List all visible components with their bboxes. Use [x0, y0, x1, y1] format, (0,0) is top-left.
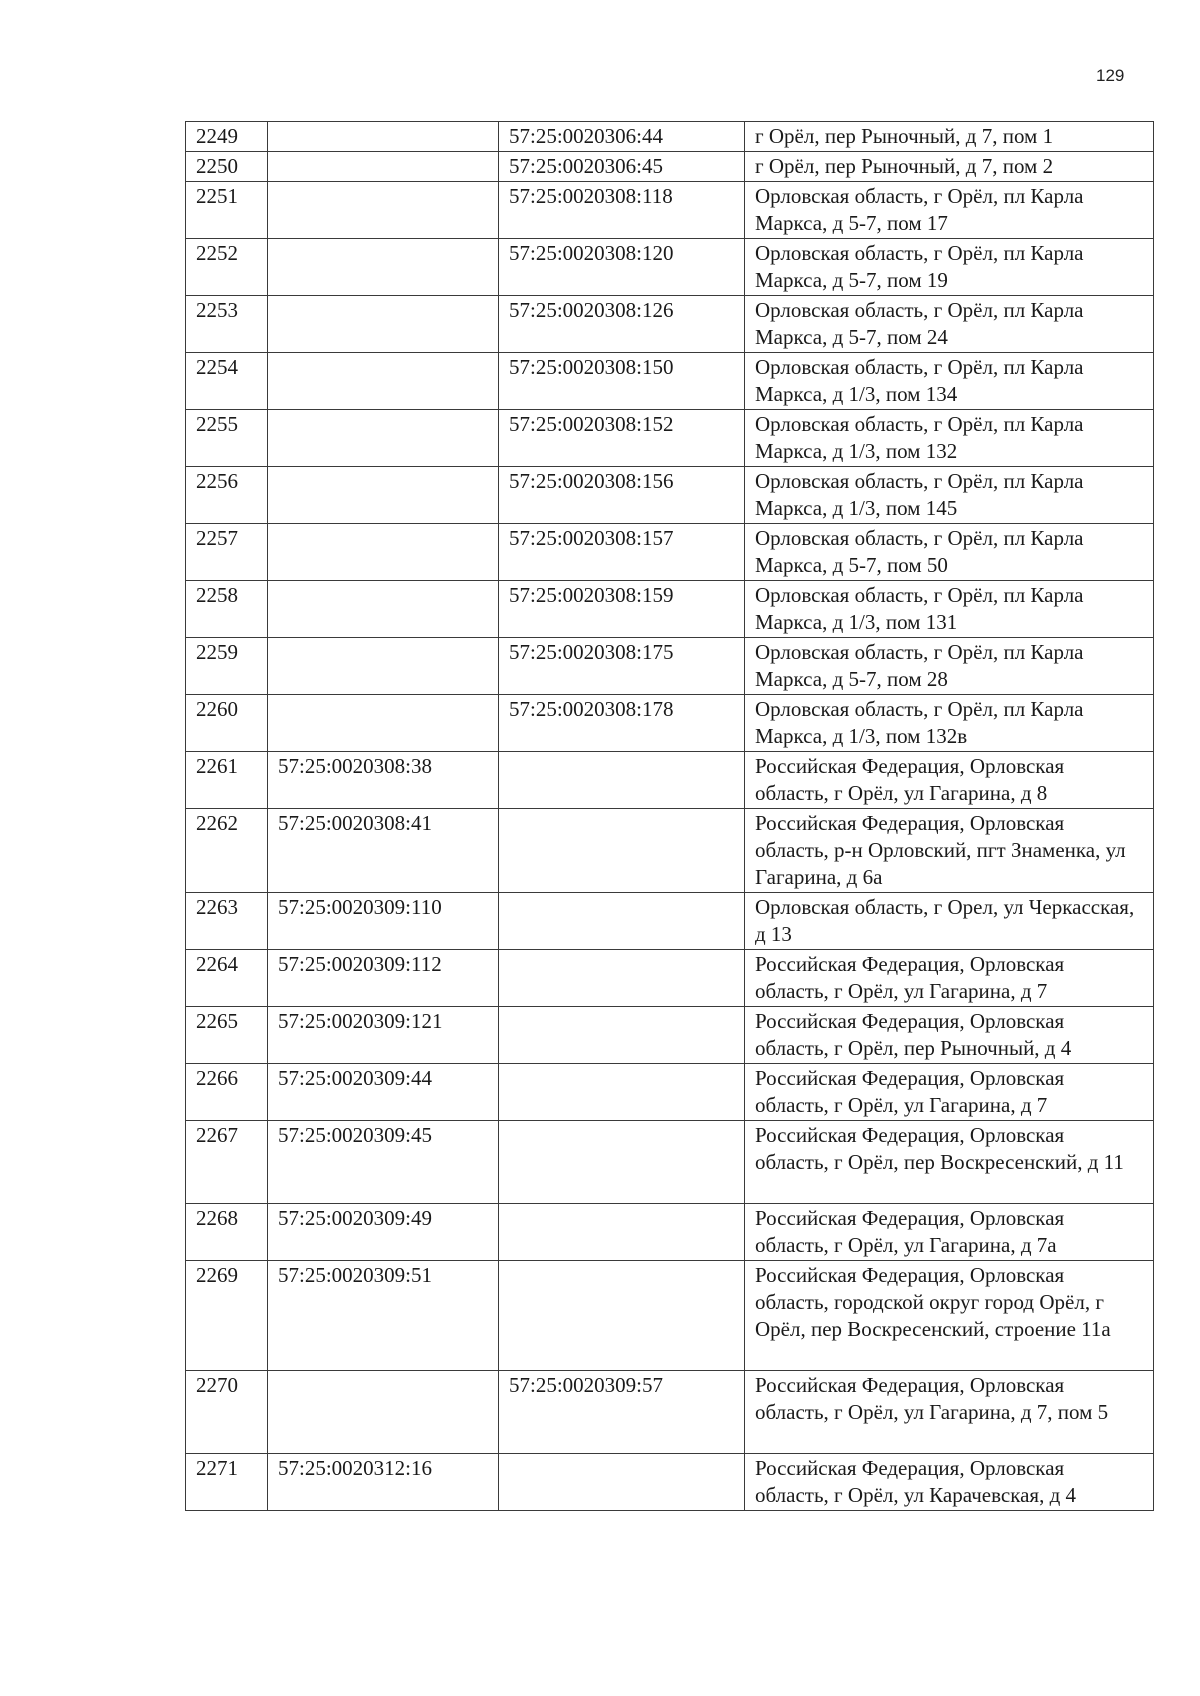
- row-number-cell: 2264: [186, 950, 268, 1007]
- object-cadastral-number-cell: 57:25:0020308:152: [499, 410, 745, 467]
- table-row: [186, 353, 1154, 410]
- object-cadastral-number-cell: [499, 1454, 745, 1511]
- table-row: [186, 695, 1154, 752]
- row-number-cell: 2269: [186, 1261, 268, 1371]
- land-cadastral-number-cell: [268, 695, 499, 752]
- row-number-cell: 2260: [186, 695, 268, 752]
- land-cadastral-number-cell: [268, 239, 499, 296]
- registry-table-body: [186, 122, 1154, 1511]
- address-cell: Орловская область, г Орёл, пл Карла Маркса, д 5-7, пом 28: [745, 638, 1154, 695]
- address-cell: Орловская область, г Орёл, пл Карла Маркса, д 1/3, пом 145: [745, 467, 1154, 524]
- row-number-cell: 2261: [186, 752, 268, 809]
- address-cell: Орловская область, г Орёл, пл Карла Маркса, д 5-7, пом 19: [745, 239, 1154, 296]
- object-cadastral-number-cell: 57:25:0020308:150: [499, 353, 745, 410]
- table-row: [186, 1454, 1154, 1511]
- address-cell: Орловская область, г Орёл, пл Карла Маркса, д 5-7, пом 24: [745, 296, 1154, 353]
- table-row: [186, 1371, 1154, 1454]
- row-number-cell: 2271: [186, 1454, 268, 1511]
- registry-table: [185, 121, 1154, 1511]
- land-cadastral-number-cell: [268, 182, 499, 239]
- land-cadastral-number-cell: 57:25:0020309:45: [268, 1121, 499, 1204]
- table-row: [186, 950, 1154, 1007]
- object-cadastral-number-cell: 57:25:0020308:156: [499, 467, 745, 524]
- address-cell: Российская Федерация, Орловская область, г Орёл, ул Карачевская, д 4: [745, 1454, 1154, 1511]
- row-number-cell: 2255: [186, 410, 268, 467]
- table-row: [186, 1204, 1154, 1261]
- row-number-cell: 2256: [186, 467, 268, 524]
- table-row: [186, 893, 1154, 950]
- object-cadastral-number-cell: 57:25:0020308:175: [499, 638, 745, 695]
- row-number-cell: 2262: [186, 809, 268, 893]
- row-number-cell: 2253: [186, 296, 268, 353]
- address-cell: Российская Федерация, Орловская область, г Орёл, ул Гагарина, д 7а: [745, 1204, 1154, 1261]
- address-cell: Орловская область, г Орёл, пл Карла Маркса, д 5-7, пом 50: [745, 524, 1154, 581]
- table-row: [186, 581, 1154, 638]
- address-cell: Орловская область, г Орёл, пл Карла Маркса, д 5-7, пом 17: [745, 182, 1154, 239]
- address-cell: Орловская область, г Орёл, пл Карла Маркса, д 1/3, пом 131: [745, 581, 1154, 638]
- row-number-cell: 2249: [186, 122, 268, 152]
- land-cadastral-number-cell: [268, 296, 499, 353]
- row-number-cell: 2257: [186, 524, 268, 581]
- object-cadastral-number-cell: 57:25:0020309:57: [499, 1371, 745, 1454]
- page-number: 129: [1096, 66, 1125, 85]
- row-number-cell: 2268: [186, 1204, 268, 1261]
- land-cadastral-number-cell: [268, 581, 499, 638]
- object-cadastral-number-cell: [499, 950, 745, 1007]
- table-row: [186, 1007, 1154, 1064]
- address-cell: Орловская область, г Орёл, пл Карла Маркса, д 1/3, пом 134: [745, 353, 1154, 410]
- object-cadastral-number-cell: 57:25:0020306:44: [499, 122, 745, 152]
- table-row: [186, 152, 1154, 182]
- address-cell: Российская Федерация, Орловская область, г Орёл, ул Гагарина, д 8: [745, 752, 1154, 809]
- object-cadastral-number-cell: 57:25:0020308:118: [499, 182, 745, 239]
- table-row: [186, 1261, 1154, 1371]
- row-number-cell: 2258: [186, 581, 268, 638]
- land-cadastral-number-cell: 57:25:0020309:51: [268, 1261, 499, 1371]
- row-number-cell: 2252: [186, 239, 268, 296]
- address-cell: Российская Федерация, Орловская область, г Орёл, ул Гагарина, д 7: [745, 950, 1154, 1007]
- object-cadastral-number-cell: [499, 752, 745, 809]
- land-cadastral-number-cell: [268, 467, 499, 524]
- land-cadastral-number-cell: [268, 122, 499, 152]
- table-row: [186, 467, 1154, 524]
- object-cadastral-number-cell: [499, 1007, 745, 1064]
- address-cell: г Орёл, пер Рыночный, д 7, пом 2: [745, 152, 1154, 182]
- object-cadastral-number-cell: 57:25:0020308:159: [499, 581, 745, 638]
- object-cadastral-number-cell: [499, 1121, 745, 1204]
- land-cadastral-number-cell: 57:25:0020309:121: [268, 1007, 499, 1064]
- table-row: [186, 809, 1154, 893]
- object-cadastral-number-cell: 57:25:0020308:126: [499, 296, 745, 353]
- object-cadastral-number-cell: [499, 1064, 745, 1121]
- row-number-cell: 2265: [186, 1007, 268, 1064]
- row-number-cell: 2266: [186, 1064, 268, 1121]
- table-row: [186, 122, 1154, 152]
- object-cadastral-number-cell: 57:25:0020306:45: [499, 152, 745, 182]
- object-cadastral-number-cell: 57:25:0020308:178: [499, 695, 745, 752]
- table-row: [186, 1064, 1154, 1121]
- land-cadastral-number-cell: [268, 1371, 499, 1454]
- row-number-cell: 2270: [186, 1371, 268, 1454]
- table-row: [186, 296, 1154, 353]
- object-cadastral-number-cell: [499, 893, 745, 950]
- object-cadastral-number-cell: [499, 1261, 745, 1371]
- object-cadastral-number-cell: 57:25:0020308:120: [499, 239, 745, 296]
- land-cadastral-number-cell: 57:25:0020309:49: [268, 1204, 499, 1261]
- object-cadastral-number-cell: [499, 1204, 745, 1261]
- row-number-cell: 2259: [186, 638, 268, 695]
- table-row: [186, 410, 1154, 467]
- row-number-cell: 2267: [186, 1121, 268, 1204]
- table-row: [186, 752, 1154, 809]
- land-cadastral-number-cell: [268, 638, 499, 695]
- land-cadastral-number-cell: [268, 410, 499, 467]
- land-cadastral-number-cell: 57:25:0020308:41: [268, 809, 499, 893]
- address-cell: Орловская область, г Орел, ул Черкасская, д 13: [745, 893, 1154, 950]
- row-number-cell: 2250: [186, 152, 268, 182]
- table-row: [186, 1121, 1154, 1204]
- table-row: [186, 239, 1154, 296]
- land-cadastral-number-cell: 57:25:0020309:112: [268, 950, 499, 1007]
- land-cadastral-number-cell: 57:25:0020309:44: [268, 1064, 499, 1121]
- land-cadastral-number-cell: [268, 524, 499, 581]
- land-cadastral-number-cell: [268, 353, 499, 410]
- address-cell: Российская Федерация, Орловская область, р-н Орловский, пгт Знаменка, ул Гагарина, д 6а: [745, 809, 1154, 893]
- object-cadastral-number-cell: [499, 809, 745, 893]
- table-row: [186, 182, 1154, 239]
- address-cell: Орловская область, г Орёл, пл Карла Маркса, д 1/3, пом 132: [745, 410, 1154, 467]
- address-cell: Российская Федерация, Орловская область, г Орёл, пер Воскресенский, д 11: [745, 1121, 1154, 1204]
- row-number-cell: 2263: [186, 893, 268, 950]
- address-cell: Российская Федерация, Орловская область, г Орёл, ул Гагарина, д 7: [745, 1064, 1154, 1121]
- land-cadastral-number-cell: 57:25:0020312:16: [268, 1454, 499, 1511]
- land-cadastral-number-cell: [268, 152, 499, 182]
- address-cell: Российская Федерация, Орловская область, городской округ город Орёл, г Орёл, пер Воскресенский, строение 11а: [745, 1261, 1154, 1371]
- row-number-cell: 2254: [186, 353, 268, 410]
- object-cadastral-number-cell: 57:25:0020308:157: [499, 524, 745, 581]
- address-cell: Российская Федерация, Орловская область, г Орёл, пер Рыночный, д 4: [745, 1007, 1154, 1064]
- land-cadastral-number-cell: 57:25:0020309:110: [268, 893, 499, 950]
- row-number-cell: 2251: [186, 182, 268, 239]
- land-cadastral-number-cell: 57:25:0020308:38: [268, 752, 499, 809]
- address-cell: г Орёл, пер Рыночный, д 7, пом 1: [745, 122, 1154, 152]
- table-row: [186, 524, 1154, 581]
- table-row: [186, 638, 1154, 695]
- address-cell: Орловская область, г Орёл, пл Карла Маркса, д 1/3, пом 132в: [745, 695, 1154, 752]
- address-cell: Российская Федерация, Орловская область, г Орёл, ул Гагарина, д 7, пом 5: [745, 1371, 1154, 1454]
